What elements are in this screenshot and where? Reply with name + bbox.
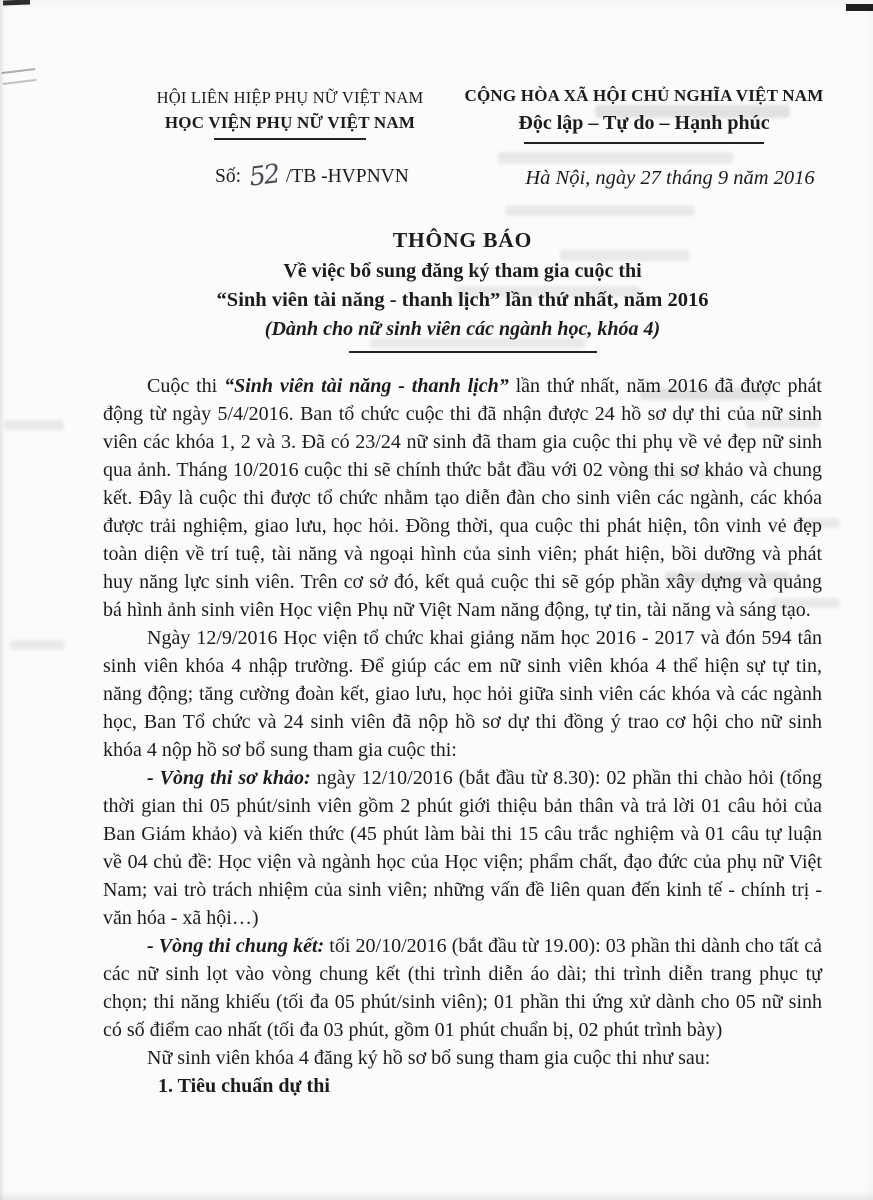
issue-date: Hà Nội, ngày 27 tháng 9 năm 2016 bbox=[525, 167, 815, 189]
doc-number-suffix: /TB -HVPNVN bbox=[285, 166, 409, 187]
contest-name-emphasis: “Sinh viên tài năng - thanh lịch” bbox=[224, 375, 509, 397]
final-round-label: - Vòng thi chung kết: bbox=[147, 935, 325, 957]
title-block bbox=[103, 228, 822, 353]
scan-edge-bottom bbox=[0, 1192, 873, 1200]
org-header bbox=[128, 88, 452, 140]
doc-number-label: Số: bbox=[215, 166, 242, 187]
bleed-through-smudge bbox=[505, 205, 695, 216]
scan-mark-top-right bbox=[846, 4, 873, 11]
org-header-rule bbox=[214, 138, 366, 140]
national-header-rule bbox=[524, 142, 764, 144]
section-heading-criteria: 1. Tiêu chuẩn dự thi bbox=[158, 1075, 330, 1097]
paragraph-intro bbox=[103, 372, 822, 624]
bleed-through-smudge bbox=[4, 420, 64, 430]
doc-number-handwritten: 52 bbox=[247, 159, 280, 193]
title-subject-line1: Về việc bổ sung đăng ký tham gia cuộc thi bbox=[283, 260, 642, 282]
paragraph-preliminary-round bbox=[103, 764, 822, 932]
national-motto-line2: Độc lập – Tự do – Hạnh phúc bbox=[518, 112, 770, 134]
national-motto-line1: CỘNG HÒA XÃ HỘI CHỦ NGHĨA VIỆT NAM bbox=[464, 86, 824, 105]
title-rule bbox=[349, 351, 597, 353]
intro-rest: lần thứ nhất, năm 2016 đã được phát động từ ngày 5/4/2016. Ban tổ chức cuộc thi đã nhận được 24 hồ sơ dự thi của nữ sinh viên các khóa 1, 2 và 3. Đã có 23/24 nữ sinh đã tham gia cuộc thi phụ về vẻ đẹp nữ sinh qua ảnh. Tháng 10/2016 cuộc thi sẽ chính thức bắt đầu với 02 vòng thi sơ khảo và chung kết. Đây là cuộc thi được tổ chức nhằm tạo diễn đàn cho sinh viên các ngành, các khóa được trải nghiệm, giao lưu, học hỏi. Đồng thời, qua cuộc thi phát hiện, tôn vinh vẻ đẹp toàn diện về trí tuệ, tài năng và ngoại hình của sinh viên; phát hiện, bồi dưỡng và phát huy năng lực sinh viên. Trên cơ sở đó, kết quả cuộc thi sẽ góp phần xây dựng và quảng bá hình ảnh sinh viên Học viện Phụ nữ Việt Nam năng động, tự tin, tài năng và sáng tạo. bbox=[103, 375, 822, 621]
document-body bbox=[103, 372, 822, 1100]
paragraph-final-round bbox=[103, 932, 822, 1044]
scan-edge-left bbox=[0, 0, 4, 1200]
paragraph-registration: Nữ sinh viên khóa 4 đăng ký hồ sơ bổ sung tham gia cuộc thi như sau: bbox=[147, 1047, 711, 1069]
title-subject-line2: “Sinh viên tài năng - thanh lịch” lần thứ nhất, năm 2016 bbox=[216, 289, 709, 311]
preliminary-round-text: ngày 12/10/2016 (bắt đầu từ 8.30): 02 phần thi chào hỏi (tổng thời gian thi 05 phút/sinh viên gồm 2 phút giới thiệu bản thân và trả lời 01 câu hỏi của Ban Giám khảo) và kiến thức (45 phút làm bài thi 15 câu trắc nghiệm và 01 câu tự luận về 04 chủ đề: Học viện và ngành học của Học viện; phẩm chất, đạo đức của phụ nữ Việt Nam; vai trò trách nhiệm của sinh viên; những vấn đề liên quan đến kinh tế - chính trị - văn hóa - xã hội…) bbox=[103, 767, 822, 929]
title-scope: (Dành cho nữ sinh viên các ngành học, khóa 4) bbox=[264, 318, 661, 340]
bleed-through-smudge bbox=[10, 640, 65, 650]
scan-mark-left-squiggle bbox=[1, 68, 36, 85]
org-academy-name: HỌC VIỆN PHỤ NỮ VIỆT NAM bbox=[164, 113, 416, 132]
scan-mark-top-left bbox=[3, 0, 30, 5]
national-header bbox=[448, 86, 840, 190]
announcement-title: THÔNG BÁO bbox=[392, 228, 533, 252]
paragraph-enrollment: Ngày 12/9/2016 Học viện tổ chức khai giảng năm học 2016 - 2017 và đón 594 tân sinh viên khóa 4 nhập trường. Để giúp các em nữ sinh viên khóa 4 thể hiện sự tự tin, năng động; tăng cường đoàn kết, giao lưu, học hỏi giữa sinh viên các khóa và các ngành học, Ban Tổ chức và 24 sinh viên đã nộp hồ sơ dự thi đồng ý trao cơ hội cho nữ sinh khóa 4 nộp hồ sơ bổ sung tham gia cuộc thi: bbox=[103, 627, 822, 761]
intro-prefix: Cuộc thi bbox=[147, 375, 225, 397]
org-parent-name: HỘI LIÊN HIỆP PHỤ NỮ VIỆT NAM bbox=[156, 88, 424, 107]
doc-number-line bbox=[215, 159, 409, 193]
final-round-text: tối 20/10/2016 (bắt đầu từ 19.00): 03 phần thi dành cho tất cả các nữ sinh lọt vào vòng chung kết (thi trình diễn áo dài; thi trình diễn trang phục tự chọn; thi năng khiếu (tối đa 05 phút/sinh viên); 01 phần thi ứng xử dành cho 05 nữ sinh có số điểm cao nhất (tối đa 03 phút, gồm 01 phút chuẩn bị, 02 phút trình bày) bbox=[103, 935, 822, 1041]
preliminary-round-label: - Vòng thi sơ khảo: bbox=[147, 767, 311, 789]
